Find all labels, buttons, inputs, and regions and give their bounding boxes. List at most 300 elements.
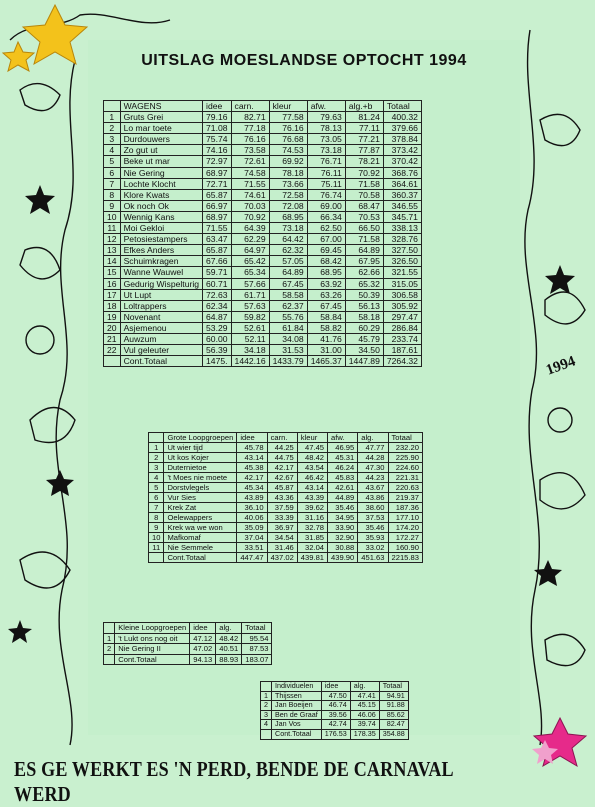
table-header-row-cell: afw. [328,433,358,443]
table-row-cell: 232.20 [388,443,422,453]
table-row-cell: 43.14 [237,453,267,463]
table-row-cell: 1 [104,633,115,644]
table-row-cell: 71.58 [345,178,383,189]
table-total-row-cell: 7264.32 [383,356,421,367]
table-row [104,267,422,278]
table-row-cell: 64.87 [203,311,232,322]
table-row-cell: 37.04 [237,533,267,543]
table-row-cell: 2 [261,701,272,711]
table-row-cell: 64.39 [231,223,269,234]
table-row [104,256,422,267]
table-row-cell: 44.23 [358,473,388,483]
table-row [104,223,422,234]
table-row-cell: Ok noch Ok [120,200,202,211]
table-total-row-cell: 354.88 [379,729,408,739]
table-total-row-cell: 178.35 [350,729,379,739]
table-total-row-cell: 2215.83 [388,553,422,563]
table-row-cell: 35.46 [358,523,388,533]
table-row-cell: 57.63 [231,300,269,311]
table-row-cell: 60.71 [203,278,232,289]
table-row-cell: 44.89 [328,493,358,503]
table-row-cell: 67.95 [345,256,383,267]
table-row-cell: 76.71 [307,156,345,167]
table-row-cell: 47.50 [321,691,350,701]
table-row-cell: 58.58 [269,289,307,300]
table-row-cell: 65.34 [231,267,269,278]
table-row-cell: 45.79 [345,333,383,344]
table-header-row-cell [261,682,272,692]
table-row-cell: 65.32 [345,278,383,289]
table-row-cell: 71.58 [345,234,383,245]
table-row-cell: 46.42 [297,473,327,483]
table-row [149,513,423,523]
table-header-row-cell [104,623,115,634]
table-row-cell: 297.47 [383,311,421,322]
table-row-cell: Efkes Anders [120,245,202,256]
table-row-cell: 18 [104,300,121,311]
table-row-cell: 35.93 [358,533,388,543]
table-header-row-cell: carn. [267,433,297,443]
table-row-cell: 74.16 [203,145,232,156]
table-header-row-cell: carn. [231,101,269,112]
table-row-cell: 70.58 [345,189,383,200]
table-row-cell: Krek Zat [164,503,237,513]
table-total-row-cell: 1465.37 [307,356,345,367]
table-row-cell: Gruts Grei [120,112,202,123]
table-row-cell: 62.66 [345,267,383,278]
table-row-cell: Mafkomaf [164,533,237,543]
table-row-cell: 172.27 [388,533,422,543]
table-row-cell: 9 [149,523,164,533]
table-row-cell: 42.17 [237,473,267,483]
table-row-cell: 305.92 [383,300,421,311]
table-row-cell: 58.84 [307,311,345,322]
table-row-cell: 39.56 [321,710,350,720]
table-row-cell: 177.10 [388,513,422,523]
table-row-cell: 71.08 [203,123,232,134]
table-header-row-cell: Totaal [379,682,408,692]
table-row-cell: 82.47 [379,720,408,730]
table-row-cell: 73.18 [269,223,307,234]
table-row-cell: 68.97 [203,167,232,178]
table-row-cell: 34.18 [231,345,269,356]
table-row-cell: 91.88 [379,701,408,711]
table-row-cell: 42.17 [267,463,297,473]
table-row-cell: 56.39 [203,345,232,356]
table-header-row-cell [149,433,164,443]
table-row-cell: 45.87 [267,483,297,493]
table-row-cell: 62.50 [307,223,345,234]
table-row [104,178,422,189]
table-row-cell: 1 [104,112,121,123]
table-header-row-cell: idee [203,101,232,112]
table-row-cell: 2 [104,123,121,134]
table-row-cell: 66.50 [345,223,383,234]
table-row-cell: Durdouwers [120,134,202,145]
table-row-cell: 85.62 [379,710,408,720]
table-row-cell: 364.61 [383,178,421,189]
table-row-cell: 187.36 [388,503,422,513]
table-row-cell: 63.47 [203,234,232,245]
table-row-cell: 69.45 [307,245,345,256]
table-row-cell: 2 [149,453,164,463]
table-row-cell: 10 [104,211,121,222]
table-row-cell: 71.55 [203,223,232,234]
table-row-cell: 43.39 [297,493,327,503]
table-header-row-cell: alg.+b [345,101,383,112]
table-row-cell: 46.95 [328,443,358,453]
table-row-cell: 39.62 [297,503,327,513]
table-header-row-cell: WAGENS [120,101,202,112]
table-total-row-cell: 94.13 [190,654,216,665]
table-row-cell: 73.66 [269,178,307,189]
table-row-cell: 45.15 [350,701,379,711]
table-row-cell: 66.34 [307,211,345,222]
wagens-table [103,100,422,367]
table-row-cell: 221.31 [388,473,422,483]
table-row-cell: 45.83 [328,473,358,483]
table-row [104,245,422,256]
table-row [104,345,422,356]
table-row-cell: 43.67 [358,483,388,493]
table-row-cell: 78.13 [307,123,345,134]
table-row-cell: 64.89 [269,267,307,278]
table-row-cell: 76.68 [269,134,307,145]
table-row-cell: 68.47 [345,200,383,211]
table-row-cell: 56.13 [345,300,383,311]
table-row-cell: 61.71 [231,289,269,300]
table-row-cell: Petosiestampers [120,234,202,245]
table-row-cell: 79.16 [203,112,232,123]
table-row-cell: Gedurig Wispelturig [120,278,202,289]
table-row-cell: 75.74 [203,134,232,145]
table-row-cell: 7 [149,503,164,513]
table-row-cell: 75.11 [307,178,345,189]
table-row [149,543,423,553]
table-header-row-cell: Totaal [242,623,272,634]
table-total-row-cell: Cont.Totaal [115,654,190,665]
table-row [149,463,423,473]
table-row-cell: 224.60 [388,463,422,473]
table-row-cell: 327.50 [383,245,421,256]
table-row-cell: 62.29 [231,234,269,245]
table-row-cell: 4 [104,145,121,156]
table-row-cell: 47.02 [190,644,216,655]
table-row-cell: 13 [104,245,121,256]
table-row-cell: 57.66 [231,278,269,289]
table-row-cell: 59.82 [231,311,269,322]
table-header-row-cell: idee [190,623,216,634]
table-row-cell: 379.66 [383,123,421,134]
table-header-row-cell [104,101,121,112]
table-row-cell: 47.12 [190,633,216,644]
table-row-cell: 't Lukt ons nog oit [115,633,190,644]
table-row-cell: 52.11 [231,333,269,344]
table-row-cell: Nie Gering II [115,644,190,655]
table-total-row-cell: 1475. [203,356,232,367]
table-row-cell: 52.61 [231,322,269,333]
table-row-cell: Jan Vos [272,720,322,730]
table-row-cell: 4 [149,473,164,483]
table-row-cell: 34.95 [328,513,358,523]
table-row [104,145,422,156]
table-total-row [104,654,272,665]
table-row-cell: Beke ut mar [120,156,202,167]
table-row-cell: 187.61 [383,345,421,356]
table-row-cell: 43.89 [237,493,267,503]
table-row-cell: 373.42 [383,145,421,156]
table-row-cell: Jan Boeijen [272,701,322,711]
table-row-cell: 60.29 [345,322,383,333]
table-row-cell: 95.54 [242,633,272,644]
table-row-cell: 31.16 [297,513,327,523]
table-row-cell: 74.61 [231,189,269,200]
table-row-cell: 77.18 [231,123,269,134]
table-row-cell: 72.71 [203,178,232,189]
table-row-cell: Ut wier tijd [164,443,237,453]
table-row-cell: 41.76 [307,333,345,344]
table-row-cell: 31.53 [269,345,307,356]
table-row-cell: 76.16 [269,123,307,134]
table-row-cell: 12 [104,234,121,245]
table-row-cell: 68.95 [269,211,307,222]
table-row-cell: 45.34 [237,483,267,493]
table-row [104,167,422,178]
table-row-cell: 43.14 [297,483,327,493]
table-row-cell: 33.51 [237,543,267,553]
table-row [149,533,423,543]
table-row [104,278,422,289]
table-row-cell: 53.29 [203,322,232,333]
table-row-cell: Wennig Kans [120,211,202,222]
table-row-cell: 70.03 [231,200,269,211]
table-header-row-cell: Grote Loopgroepen [164,433,237,443]
table-row-cell: 62.32 [269,245,307,256]
table-row-cell: 11 [104,223,121,234]
table-header-row-cell: kleur [269,101,307,112]
table-row-cell: 47.30 [358,463,388,473]
table-row-cell: 326.50 [383,256,421,267]
table-total-row-cell: 439.81 [297,553,327,563]
table-row-cell: 370.42 [383,156,421,167]
table-total-row-cell: 1433.79 [269,356,307,367]
table-row-cell: Schuimkragen [120,256,202,267]
table-total-row-cell [261,729,272,739]
table-row-cell: 306.58 [383,289,421,300]
table-row-cell: 43.86 [358,493,388,503]
table-row-cell: 67.45 [269,278,307,289]
table-row-cell: 5 [104,156,121,167]
table-row-cell: 8 [104,189,121,200]
table-row-cell: 61.84 [269,322,307,333]
table-row-cell: 73.18 [307,145,345,156]
table-row-cell: 7 [104,178,121,189]
table-row-cell: 46.24 [328,463,358,473]
table-row-cell: 1 [149,443,164,453]
table-row-cell: 70.92 [345,167,383,178]
table-row-cell: 72.58 [269,189,307,200]
table-row-cell: 6 [149,493,164,503]
table-row [104,633,272,644]
table-row-cell: 72.97 [203,156,232,167]
table-row [149,483,423,493]
kleine-loopgroepen-table [103,622,272,665]
table-row-cell: Thijssen [272,691,322,701]
table-row-cell: 42.61 [328,483,358,493]
table-row-cell: Ut kos Kojer [164,453,237,463]
table-row-cell: 9 [104,200,121,211]
table-row [104,289,422,300]
table-row-cell: 65.87 [203,189,232,200]
table-row-cell: 34.50 [345,345,383,356]
table-total-row-cell: 176.53 [321,729,350,739]
table-row-cell: 22 [104,345,121,356]
table-row-cell: Auwzum [120,333,202,344]
table-row-cell: 70.92 [231,211,269,222]
table-row-cell: 47.77 [358,443,388,453]
table-row-cell: 76.16 [231,134,269,145]
table-row-cell: 68.42 [307,256,345,267]
table-row [149,453,423,463]
table-total-row-cell [104,654,115,665]
table-row-cell: 6 [104,167,121,178]
table-row-cell: 15 [104,267,121,278]
table-row-cell: 67.66 [203,256,232,267]
table-total-row-cell [149,553,164,563]
table-row-cell: 34.08 [269,333,307,344]
table-row-cell: 't Moes nie moete [164,473,237,483]
table-row-cell: Wanne Wauwel [120,267,202,278]
table-row [261,701,409,711]
table-row-cell: 4 [261,720,272,730]
table-row-cell: 33.90 [328,523,358,533]
table-row-cell: 77.58 [269,112,307,123]
table-total-row-cell: 1442.16 [231,356,269,367]
table-row-cell: 68.95 [307,267,345,278]
table-row-cell: 74.58 [231,167,269,178]
table-row [104,200,422,211]
table-row-cell: 38.60 [358,503,388,513]
table-row-cell: 31.00 [307,345,345,356]
table-row-cell: 346.55 [383,200,421,211]
table-header-row-cell: kleur [297,433,327,443]
table-row-cell: 69.00 [307,200,345,211]
table-row-cell: 70.53 [345,211,383,222]
grote-loopgroepen-table [148,432,423,563]
yellow-star-icon [3,5,87,71]
table-row-cell: 64.89 [345,245,383,256]
table-row-cell: 345.71 [383,211,421,222]
table-row-cell: 400.32 [383,112,421,123]
table-row [149,443,423,453]
table-row [104,211,422,222]
table-row-cell: 44.28 [358,453,388,463]
table-row-cell: 77.21 [345,134,383,145]
table-row-cell: 233.74 [383,333,421,344]
table-header-row-cell: Kleine Loopgroepen [115,623,190,634]
individuelen-table [260,681,409,740]
table-row-cell: 1 [261,691,272,701]
table-row-cell: 37.53 [358,513,388,523]
table-row [104,123,422,134]
table-row [104,234,422,245]
table-row-cell: 44.25 [267,443,297,453]
table-header-row-cell: idee [321,682,350,692]
table-row [149,523,423,533]
table-total-row-cell: Cont.Totaal [120,356,202,367]
table-total-row-cell: 183.07 [242,654,272,665]
table-total-row-cell: 1447.89 [345,356,383,367]
table-row-cell: 378.84 [383,134,421,145]
table-total-row [104,356,422,367]
table-row-cell: Moi Gekloi [120,223,202,234]
table-row-cell: 36.97 [267,523,297,533]
table-row-cell: 5 [149,483,164,493]
table-header-row [261,682,409,692]
table-row-cell: 46.74 [321,701,350,711]
table-row-cell: 68.97 [203,211,232,222]
table-row-cell: 8 [149,513,164,523]
table-row-cell: 47.41 [350,691,379,701]
table-row-cell: 72.61 [231,156,269,167]
table-row-cell: 64.97 [231,245,269,256]
table-total-row [149,553,423,563]
table-row-cell: 3 [261,710,272,720]
table-row-cell: 48.42 [297,453,327,463]
table-header-row-cell: afw. [307,101,345,112]
table-row-cell: Zo gut ut [120,145,202,156]
table-header-row-cell: Individuelen [272,682,322,692]
table-row-cell: 58.18 [345,311,383,322]
table-row-cell: Ut Lupt [120,289,202,300]
table-row-cell: 43.36 [267,493,297,503]
table-row-cell: 40.06 [237,513,267,523]
page-title: UITSLAG MOESLANDSE OPTOCHT 1994 [141,52,467,69]
table-row-cell: 67.00 [307,234,345,245]
table-total-row-cell: 451.63 [358,553,388,563]
table-header-row [104,623,272,634]
table-row [149,473,423,483]
table-row-cell: 40.51 [216,644,242,655]
table-row-cell: 16 [104,278,121,289]
table-row-cell: 47.45 [297,443,327,453]
table-row-cell: 81.24 [345,112,383,123]
table-row-cell: 37.59 [267,503,297,513]
table-row-cell: 43.54 [297,463,327,473]
table-row-cell: 328.76 [383,234,421,245]
table-row-cell: Klore Kwats [120,189,202,200]
table-row-cell: Asjemenou [120,322,202,333]
table-row-cell: 77.87 [345,145,383,156]
table-header-row-cell: alg. [216,623,242,634]
table-row-cell: 44.75 [267,453,297,463]
table-row [104,644,272,655]
table-row-cell: 77.11 [345,123,383,134]
table-row-cell: 36.10 [237,503,267,513]
table-header-row-cell: idee [237,433,267,443]
year-stamp: 1994 [543,353,578,379]
table-total-row-cell: 437.02 [267,553,297,563]
table-row-cell: 17 [104,289,121,300]
table-row-cell: 78.21 [345,156,383,167]
table-row [104,333,422,344]
table-row-cell: 46.06 [350,710,379,720]
table-row-cell: Oelewappers [164,513,237,523]
table-row-cell: 59.71 [203,267,232,278]
table-row-cell: 63.26 [307,289,345,300]
table-row-cell: 67.45 [307,300,345,311]
table-row [104,156,422,167]
